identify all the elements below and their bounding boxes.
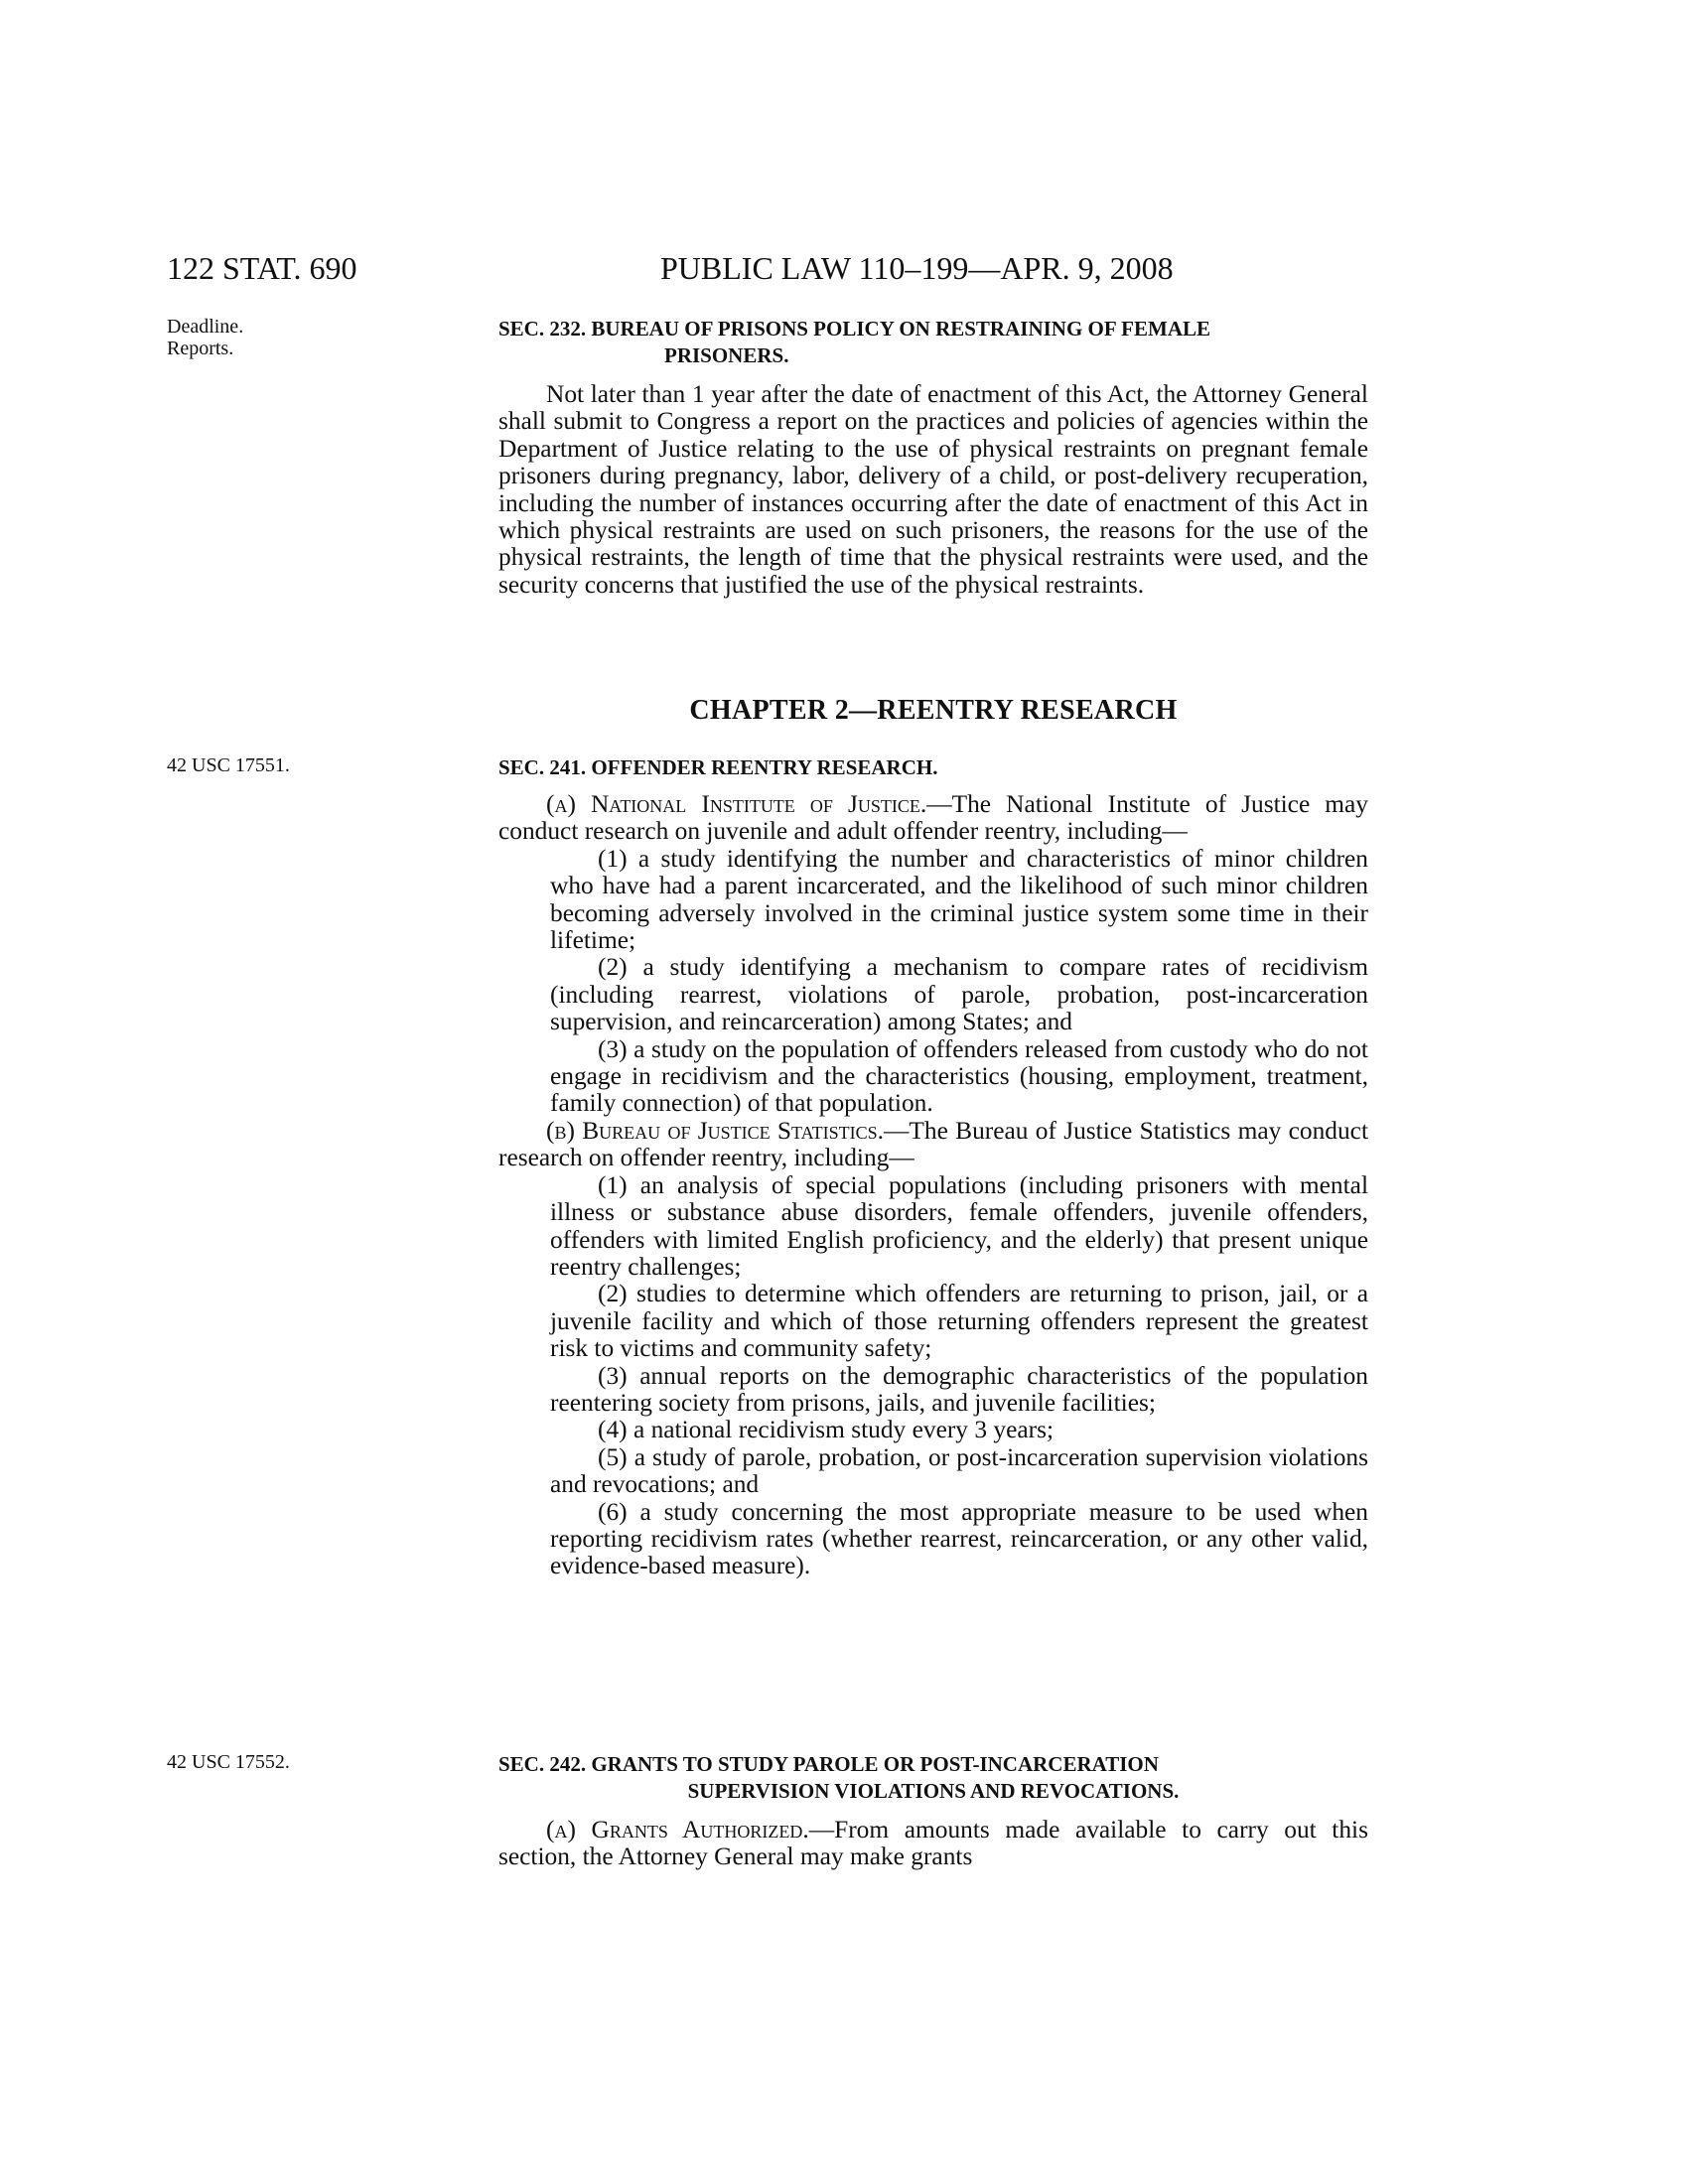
section-232 — [498, 316, 1368, 599]
section-242-heading-line2: SUPERVISION VIOLATIONS AND REVOCATIONS. — [687, 1779, 1180, 1803]
section-241-b-item: (3) annual reports on the demographic characteristics of the population reentering society from prisons, jails, and juvenile facilities; — [550, 1361, 1368, 1417]
section-241-b-item: (4) a national recidivism study every 3 years; — [598, 1416, 1055, 1444]
section-241-b-label: (b) Bureau of Justice Statistics. — [546, 1116, 884, 1145]
statute-page-number: 122 STAT. 690 — [167, 250, 357, 286]
margin-note-reports: Reports. — [167, 338, 234, 359]
section-241 — [498, 754, 1368, 1580]
section-241-b-item: (5) a study of parole, probation, or post-incarceration supervision violations and revocations; and — [550, 1442, 1368, 1499]
section-242-heading-line1: SEC. 242. GRANTS TO STUDY PAROLE OR POST-INCARCERATION — [498, 1752, 1159, 1776]
chapter-heading: CHAPTER 2—REENTRY RESEARCH — [689, 695, 1178, 726]
section-242-a-text: —From amounts made available to carry out this section, the Attorney General may make grants — [498, 1816, 1368, 1871]
section-241-a-label: (a) National Institute of Justice. — [546, 790, 927, 818]
section-241-heading: SEC. 241. OFFENDER REENTRY RESEARCH. — [498, 755, 938, 779]
section-242-a — [498, 1817, 1368, 1871]
section-242 — [498, 1751, 1368, 1871]
section-242-a-label: (a) Grants Authorized. — [546, 1816, 809, 1843]
section-241-b — [498, 1118, 1368, 1172]
section-241-a-item: (3) a study on the population of offenders released from custody who do not engage in recidivism and the characteristics (housing, employment, treatment, family connection) of that population. — [550, 1034, 1368, 1118]
section-241-b-item: (6) a study concerning the most appropriate measure to be used when reporting recidivism rates (whether rearrest, reincarceration, or any other valid, evidence-based measure). — [550, 1497, 1368, 1580]
section-241-b-item: (2) studies to determine which offenders are returning to prison, jail, or a juvenile facility and which of those returning offenders represent the greatest risk to victims and community safety; — [550, 1280, 1368, 1363]
section-232-heading-line1: SEC. 232. BUREAU OF PRISONS POLICY ON RESTRAINING OF FEMALE — [498, 317, 1210, 341]
section-232-text: Not later than 1 year after the date of enactment of this Act, the Attorney General shall submit to Congress a report on the practices and policies of agencies within the Department of Justice relating to the use of physical restraints on pregnant female prisoners during pregnancy, labor, delivery of a child, or post-delivery recuperation, including the number of instances occurring after the date of enactment of this Act in which physical restraints are used on such prisoners, the reasons for the use of the physical restraints, the length of time that the physical restraints were used, and the security concerns that justified the use of the physical restraints. — [498, 380, 1368, 599]
section-241-b-item: (1) an analysis of special populations (including prisoners with mental illness or substance abuse disorders, female offenders, juvenile offenders, offenders with limited English proficiency, and the elderly) that present unique reentry challenges; — [550, 1170, 1368, 1281]
page-header — [167, 250, 1382, 294]
section-242-heading — [498, 1751, 1368, 1805]
section-241-a-item: (1) a study identifying the number and characteristics of minor children who have had a parent incarcerated, and the likelihood of such minor children becoming adversely involved in the criminal justice system some time in their lifetime; — [550, 844, 1368, 955]
public-law-title: PUBLIC LAW 110–199—APR. 9, 2008 — [660, 250, 1174, 286]
margin-note-sec232 — [167, 316, 326, 359]
section-241-a — [498, 791, 1368, 846]
section-241-a-item: (2) a study identifying a mechanism to compare rates of recidivism (including rearrest, violations of parole, probation, post-incarceration supervision, and reincarceration) among States; and — [550, 953, 1368, 1036]
section-241-b-text: —The Bureau of Justice Statistics may conduct research on offender reentry, including— — [498, 1116, 1369, 1172]
section-232-heading — [498, 316, 1368, 369]
margin-note-sec241: 42 USC 17551. — [167, 754, 290, 776]
section-232-heading-line2: PRISONERS. — [664, 343, 789, 367]
section-241-a-text: —The National Institute of Justice may conduct research on juvenile and adult offender reentry, including— — [498, 790, 1368, 846]
margin-note-sec242: 42 USC 17552. — [167, 1751, 290, 1773]
margin-note-deadline: Deadline. — [167, 316, 244, 338]
